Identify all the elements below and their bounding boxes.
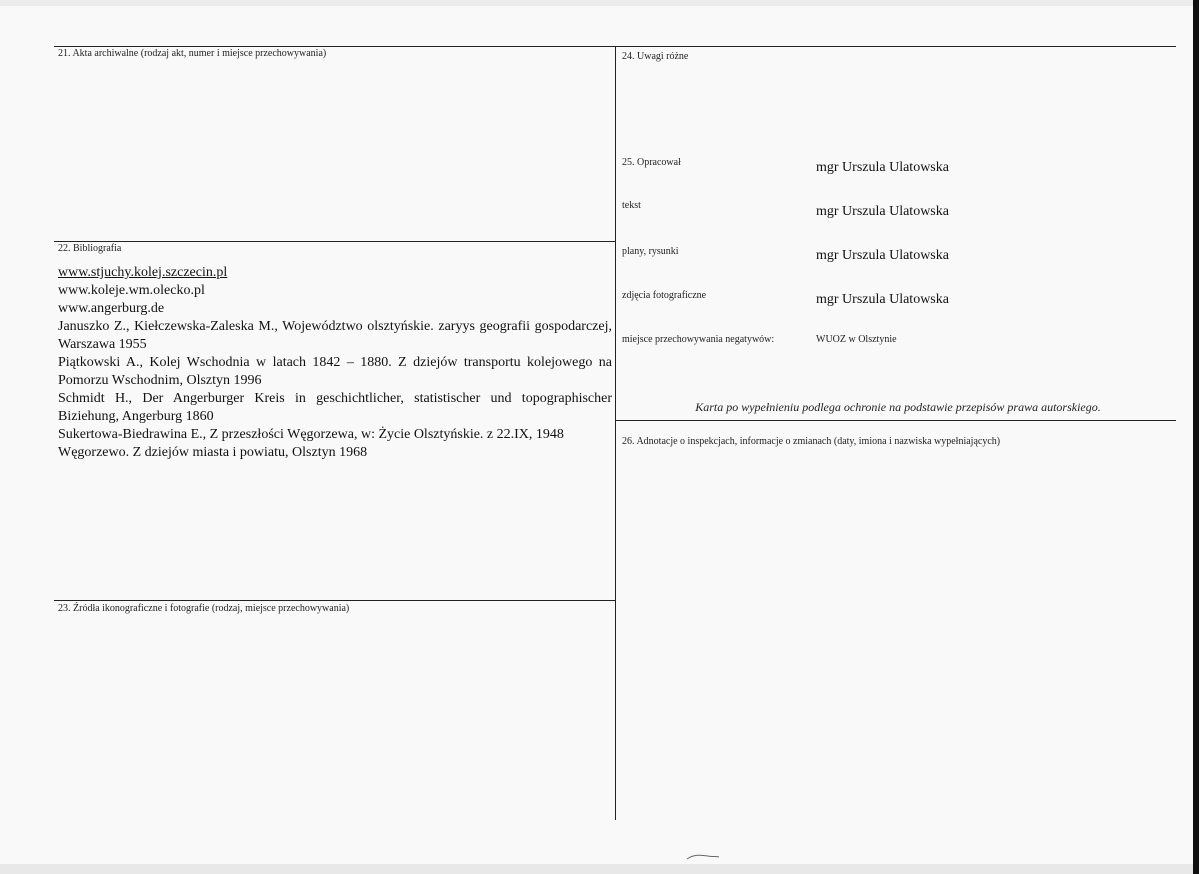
rule-25-26 (615, 420, 1176, 421)
drawings-author-value: mgr Urszula Ulatowska (816, 248, 949, 263)
bibliography-entry: Januszko Z., Kiełczewska-Zaleska M., Województwo olsztyńskie. zaryys geografii gospodarczej, Warszawa 1955 (58, 319, 612, 352)
section-26-label: 26. Adnotacje o inspekcjach, informacje o zmianach (daty, imiona i nazwiska wypełniających) (622, 436, 1001, 447)
pencil-mark-icon (686, 853, 720, 861)
section-24-label: 24. Uwagi różne (622, 51, 689, 62)
bibliography-entry: Węgorzewo. Z dziejów miasta i powiatu, Olsztyn 1968 (58, 445, 368, 460)
scan-right-edge (1193, 0, 1199, 874)
bibliography-link[interactable]: www.stjuchy.kolej.szczecin.pl (58, 265, 228, 280)
scan-bottom-edge (0, 864, 1199, 874)
photos-author-value: mgr Urszula Ulatowska (816, 292, 949, 307)
bibliography-list (58, 264, 612, 462)
text-author-label: tekst (622, 200, 641, 211)
bibliography-link[interactable]: www.angerburg.de (58, 301, 165, 316)
prepared-by-value: mgr Urszula Ulatowska (816, 160, 949, 175)
section-21-label: 21. Akta archiwalne (rodzaj akt, numer i miejsce przechowywania) (58, 48, 327, 59)
prepared-by-label: 25. Opracował (622, 157, 681, 168)
negatives-location-value: WUOZ w Olsztynie (816, 334, 897, 345)
section-22-label: 22. Bibliografia (58, 243, 122, 254)
copyright-note: Karta po wypełnieniu podlega ochronie na podstawie przepisów prawa autorskiego. (695, 400, 1101, 414)
photos-author-label: zdjęcia fotograficzne (622, 290, 707, 301)
bibliography-link[interactable]: www.koleje.wm.olecko.pl (58, 283, 205, 298)
center-divider (615, 46, 616, 820)
rule-21-22 (54, 241, 615, 242)
bibliography-entry: Schmidt H., Der Angerburger Kreis in geschichtlicher, statistischer und topographischer Biziehung, Angerburg 1860 (58, 391, 612, 424)
text-author-value: mgr Urszula Ulatowska (816, 204, 949, 219)
drawings-author-label: plany, rysunki (622, 246, 679, 257)
bibliography-entry: Piątkowski A., Kolej Wschodnia w latach 1842 – 1880. Z dziejów transportu kolejowego na Pomorzu Wschodnim, Olsztyn 1996 (58, 355, 612, 388)
bibliography-entry: Sukertowa-Biedrawina E., Z przeszłości Węgorzewa, w: Życie Olsztyńskie. z 22.IX, 1948 (58, 427, 564, 442)
rule-22-23 (54, 600, 615, 601)
negatives-location-label: miejsce przechowywania negatywów: (622, 334, 775, 345)
section-23-label: 23. Źródła ikonograficzne i fotografie (rodzaj, miejsce przechowywania) (58, 603, 350, 614)
